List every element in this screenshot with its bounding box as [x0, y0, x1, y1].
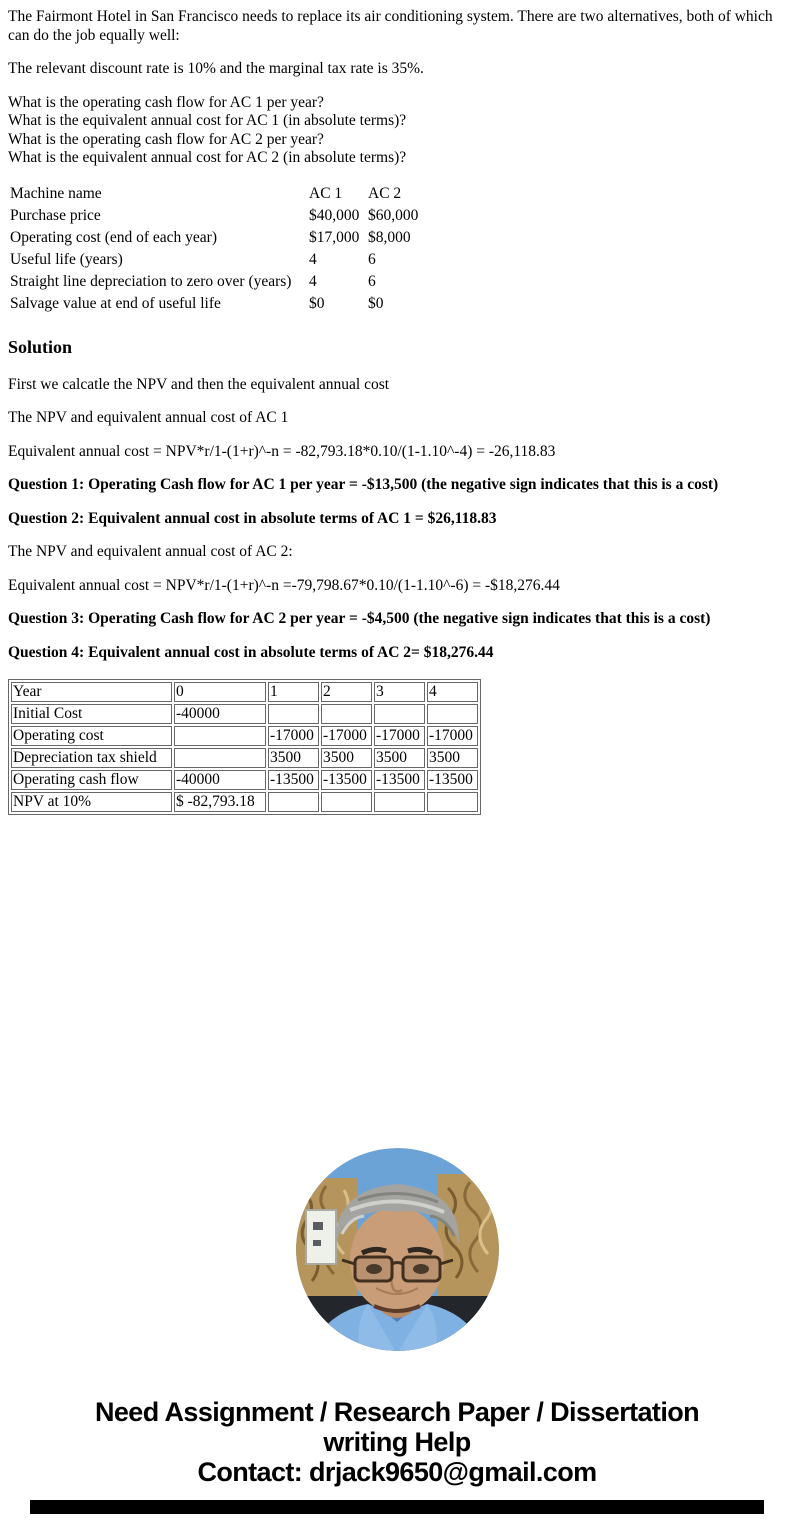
cf-header-year: 3 — [374, 682, 425, 702]
table-row — [9, 228, 420, 250]
promo-line-2: writing Help — [323, 1427, 471, 1457]
table-row — [11, 770, 478, 790]
spec-ac2: $0 — [368, 295, 384, 312]
question-3-answer: Question 3: Operating Cash flow for AC 2 per year = -$4,500 (the negative sign indicates that this is a cost) — [8, 610, 711, 627]
spec-ac2: $60,000 — [368, 207, 419, 224]
cf-value: -13500 — [268, 770, 319, 790]
table-row — [11, 748, 478, 768]
table-row — [11, 792, 478, 812]
cf-value: -13500 — [374, 770, 425, 790]
spec-ac1: AC 1 — [309, 185, 343, 202]
table-row — [11, 726, 478, 746]
spec-ac1: 4 — [309, 273, 317, 290]
cf-value: -17000 — [374, 726, 425, 746]
spec-ac1: 4 — [309, 251, 317, 268]
intro-paragraph: The Fairmont Hotel in San Francisco needs to replace its air conditioning system. There are two alternatives, both of which can do the job equally well: — [8, 8, 773, 44]
table-row — [11, 682, 478, 702]
cf-value — [321, 792, 372, 812]
cashflow-table — [8, 679, 481, 815]
spec-ac2: $8,000 — [368, 229, 411, 246]
cf-label: Initial Cost — [11, 704, 172, 724]
eac-formula-ac1: Equivalent annual cost = NPV*r/1-(1+r)^-n = -82,793.18*0.10/(1-1.10^-4) = -26,118.83 — [8, 442, 556, 460]
cf-header-label: Year — [11, 682, 172, 702]
spec-label: Operating cost (end of each year) — [10, 229, 217, 246]
cf-value: -17000 — [268, 726, 319, 746]
contact-email-line: Contact: drjack9650@gmail.com — [197, 1457, 597, 1487]
question-line: What is the operating cash flow for AC 1 per year? — [8, 93, 324, 111]
cf-value — [374, 704, 425, 724]
spec-ac1: $40,000 — [309, 207, 360, 224]
solution-intro: First we calcatle the NPV and then the equivalent annual cost — [8, 375, 390, 393]
question-line: What is the operating cash flow for AC 2 per year? — [8, 130, 324, 148]
cf-label: Depreciation tax shield — [11, 748, 172, 768]
spec-label: Useful life (years) — [10, 251, 123, 268]
spec-ac1: $17,000 — [309, 229, 360, 246]
cf-value — [427, 792, 478, 812]
cf-value: -17000 — [321, 726, 372, 746]
cf-value: -17000 — [427, 726, 478, 746]
spec-label: Salvage value at end of useful life — [10, 295, 221, 312]
cf-value: 3500 — [321, 748, 372, 768]
spec-label: Purchase price — [10, 207, 101, 224]
promo-line-1: Need Assignment / Research Paper / Dissertation — [94, 1397, 700, 1427]
bottom-black-bar — [30, 1500, 764, 1514]
spec-ac2: AC 2 — [368, 185, 402, 202]
cf-npv-value: $ -82,793.18 — [174, 792, 266, 812]
question-1-answer: Question 1: Operating Cash flow for AC 1 per year = -$13,500 (the negative sign indicates that this is a cost) — [8, 476, 719, 493]
cf-header-year: 1 — [268, 682, 319, 702]
eac-formula-ac2: Equivalent annual cost = NPV*r/1-(1+r)^-n =-79,798.67*0.10/(1-1.10^-6) = -$18,276.44 — [8, 576, 560, 594]
spec-label: Straight line depreciation to zero over (years) — [10, 273, 292, 290]
question-line: What is the equivalent annual cost for AC 2 (in absolute terms)? — [8, 149, 407, 166]
promo-footer — [8, 1397, 786, 1487]
document — [8, 8, 786, 1514]
table-row — [9, 294, 420, 316]
cf-value — [174, 748, 266, 768]
cf-header-year: 2 — [321, 682, 372, 702]
table-row — [9, 272, 420, 294]
cf-value — [268, 792, 319, 812]
cf-value — [427, 704, 478, 724]
questions-list — [8, 94, 786, 168]
cf-value — [174, 726, 266, 746]
cf-value: 3500 — [268, 748, 319, 768]
cf-value — [268, 704, 319, 724]
cf-header-year: 4 — [427, 682, 478, 702]
spec-ac2: 6 — [368, 273, 376, 290]
cf-value — [374, 792, 425, 812]
tutor-photo-illustration — [296, 1148, 499, 1351]
cf-value — [321, 704, 372, 724]
spec-ac1: $0 — [309, 295, 325, 312]
question-4-answer: Question 4: Equivalent annual cost in absolute terms of AC 2= $18,276.44 — [8, 643, 494, 661]
npv-ac2-label: The NPV and equivalent annual cost of AC 2: — [8, 543, 293, 560]
cf-value: 3500 — [427, 748, 478, 768]
cf-value: -40000 — [174, 704, 266, 724]
npv-ac1-label: The NPV and equivalent annual cost of AC 1 — [8, 409, 289, 426]
question-line: What is the equivalent annual cost for AC 1 (in absolute terms)? — [8, 112, 407, 129]
cf-value: -13500 — [321, 770, 372, 790]
discount-rate-paragraph: The relevant discount rate is 10% and the marginal tax rate is 35%. — [8, 60, 424, 77]
table-row — [9, 184, 420, 206]
table-row — [11, 704, 478, 724]
cf-value: 3500 — [374, 748, 425, 768]
table-row — [9, 206, 420, 228]
cf-header-year: 0 — [174, 682, 266, 702]
tutor-photo-container — [8, 1148, 786, 1351]
cf-value: -40000 — [174, 770, 266, 790]
cf-label: NPV at 10% — [11, 792, 172, 812]
spec-ac2: 6 — [368, 251, 376, 268]
cf-label: Operating cash flow — [11, 770, 172, 790]
spec-label: Machine name — [10, 185, 102, 202]
tutor-photo — [296, 1148, 499, 1351]
machine-spec-table — [9, 184, 420, 316]
question-2-answer: Question 2: Equivalent annual cost in absolute terms of AC 1 = $26,118.83 — [8, 509, 497, 527]
solution-heading: Solution — [8, 336, 73, 357]
table-row — [9, 250, 420, 272]
cf-value: -13500 — [427, 770, 478, 790]
cf-label: Operating cost — [11, 726, 172, 746]
